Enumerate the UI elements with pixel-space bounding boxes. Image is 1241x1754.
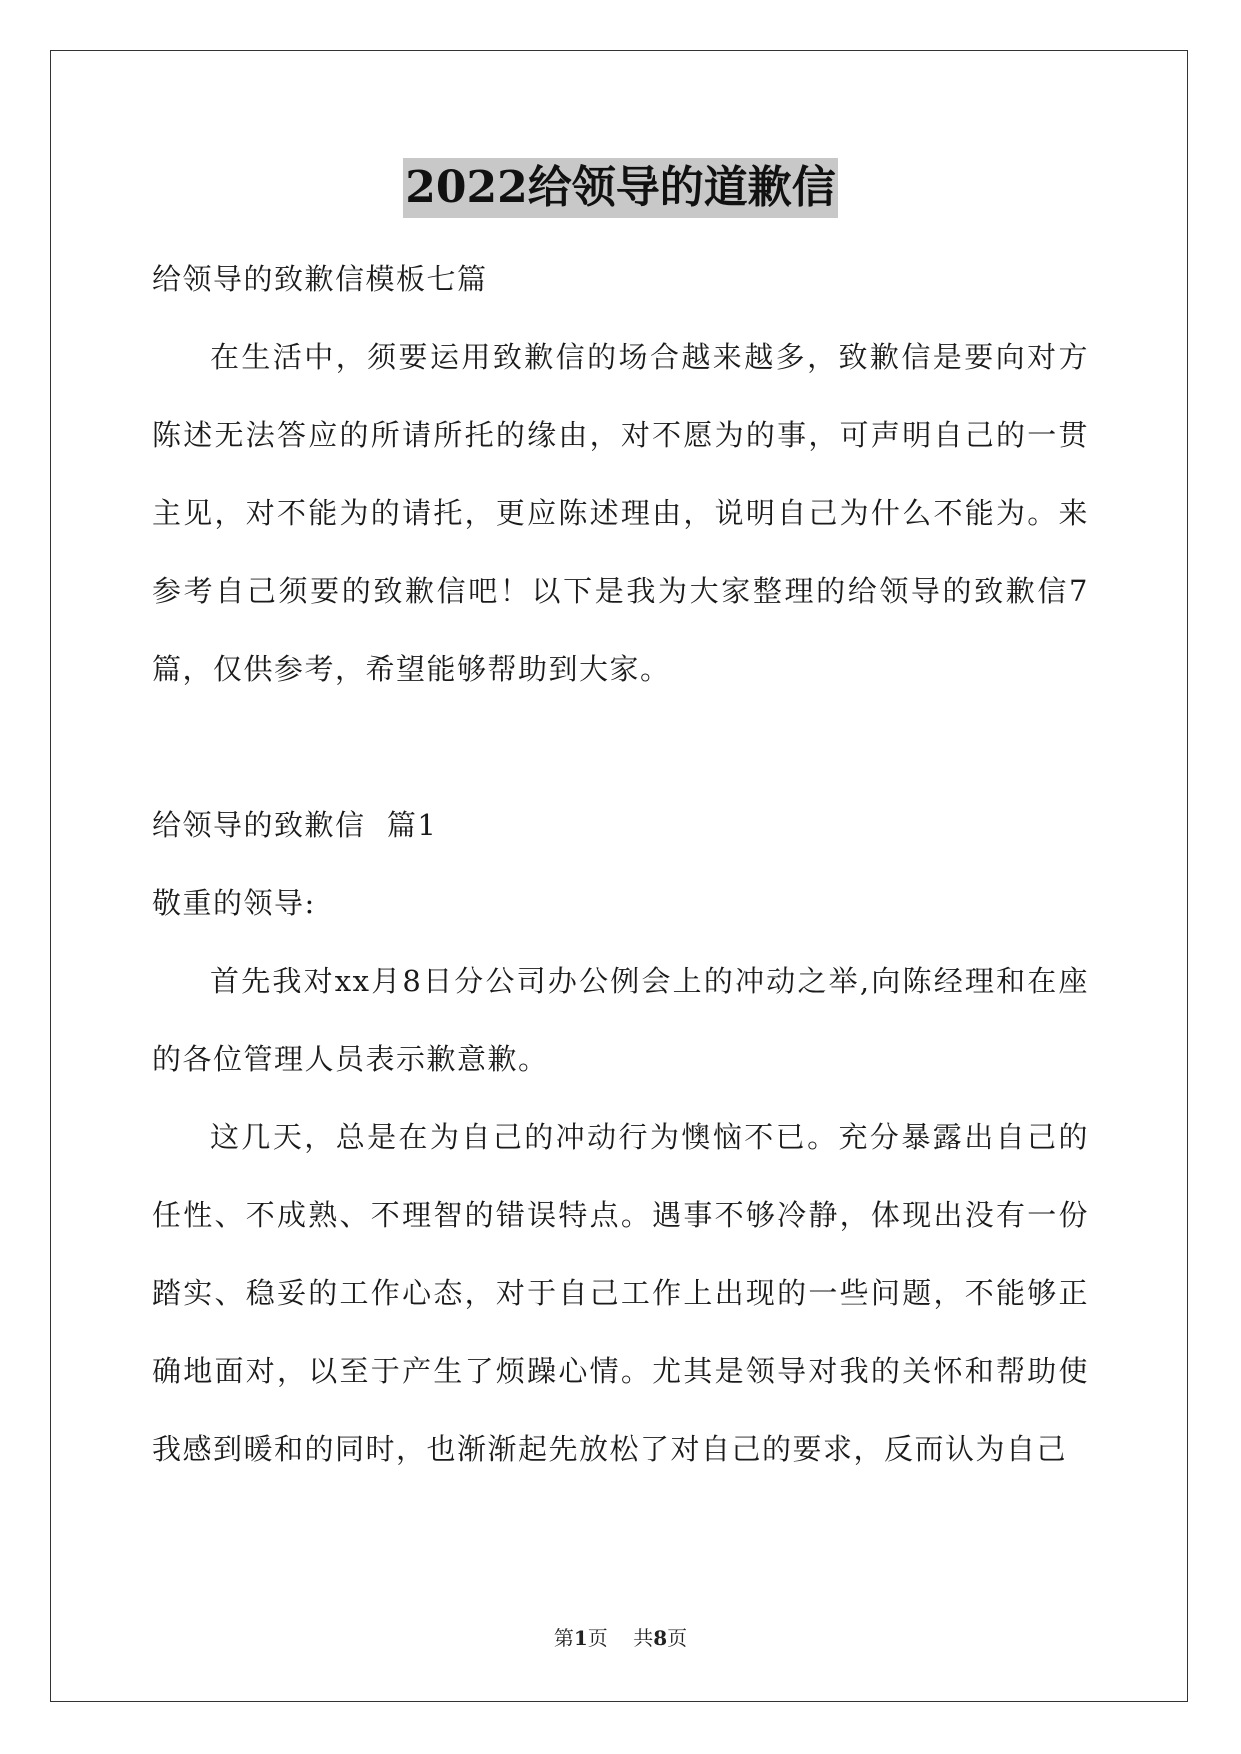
salutation: 敬重的领导: — [152, 886, 316, 920]
document-body — [152, 240, 1089, 1488]
title-container — [0, 158, 1241, 218]
footer-page-prefix: 第 — [553, 1626, 574, 1650]
body-paragraph-1: 首先我对xx月8日分公司办公例会上的冲动之举,向陈经理和在座的各位管理人员表示歉意歉。 — [152, 964, 1089, 1076]
footer-page-suffix: 页 — [667, 1626, 688, 1650]
intro-paragraph: 在生活中，须要运用致歉信的场合越来越多，致歉信是要向对方陈述无法答应的所请所托的缘由，对不愿为的事，可声明自己的一贯主见，对不能为的请托，更应陈述理由，说明自己为什么不能为。来参考自己须要的致歉信吧！以下是我为大家整理的给领导的致歉信7篇，仅供参考，希望能够帮助到大家。 — [152, 340, 1089, 686]
document-subtitle: 给领导的致歉信模板七篇 — [152, 262, 488, 296]
footer-page-total: 8 — [653, 1626, 668, 1650]
body-paragraph-2: 这几天，总是在为自己的冲动行为懊恼不已。充分暴露出自己的任性、不成熟、不理智的错误特点。遇事不够冷静，体现出没有一份踏实、稳妥的工作心态，对于自己工作上出现的一些问题，不能够正确地面对，以至于产生了烦躁心情。尤其是领导对我的关怀和帮助使我感到暖和的同时，也渐渐起先放松了对自己的要求，反而认为自己 — [152, 1120, 1089, 1466]
section-spacer — [152, 708, 1089, 786]
footer-page-current: 1 — [573, 1626, 588, 1650]
page-footer — [0, 1622, 1241, 1651]
document-title: 2022给领导的道歉信 — [403, 158, 837, 218]
footer-page-mid: 页 共 — [587, 1626, 654, 1650]
section-heading: 给领导的致歉信 篇1 — [152, 808, 438, 842]
